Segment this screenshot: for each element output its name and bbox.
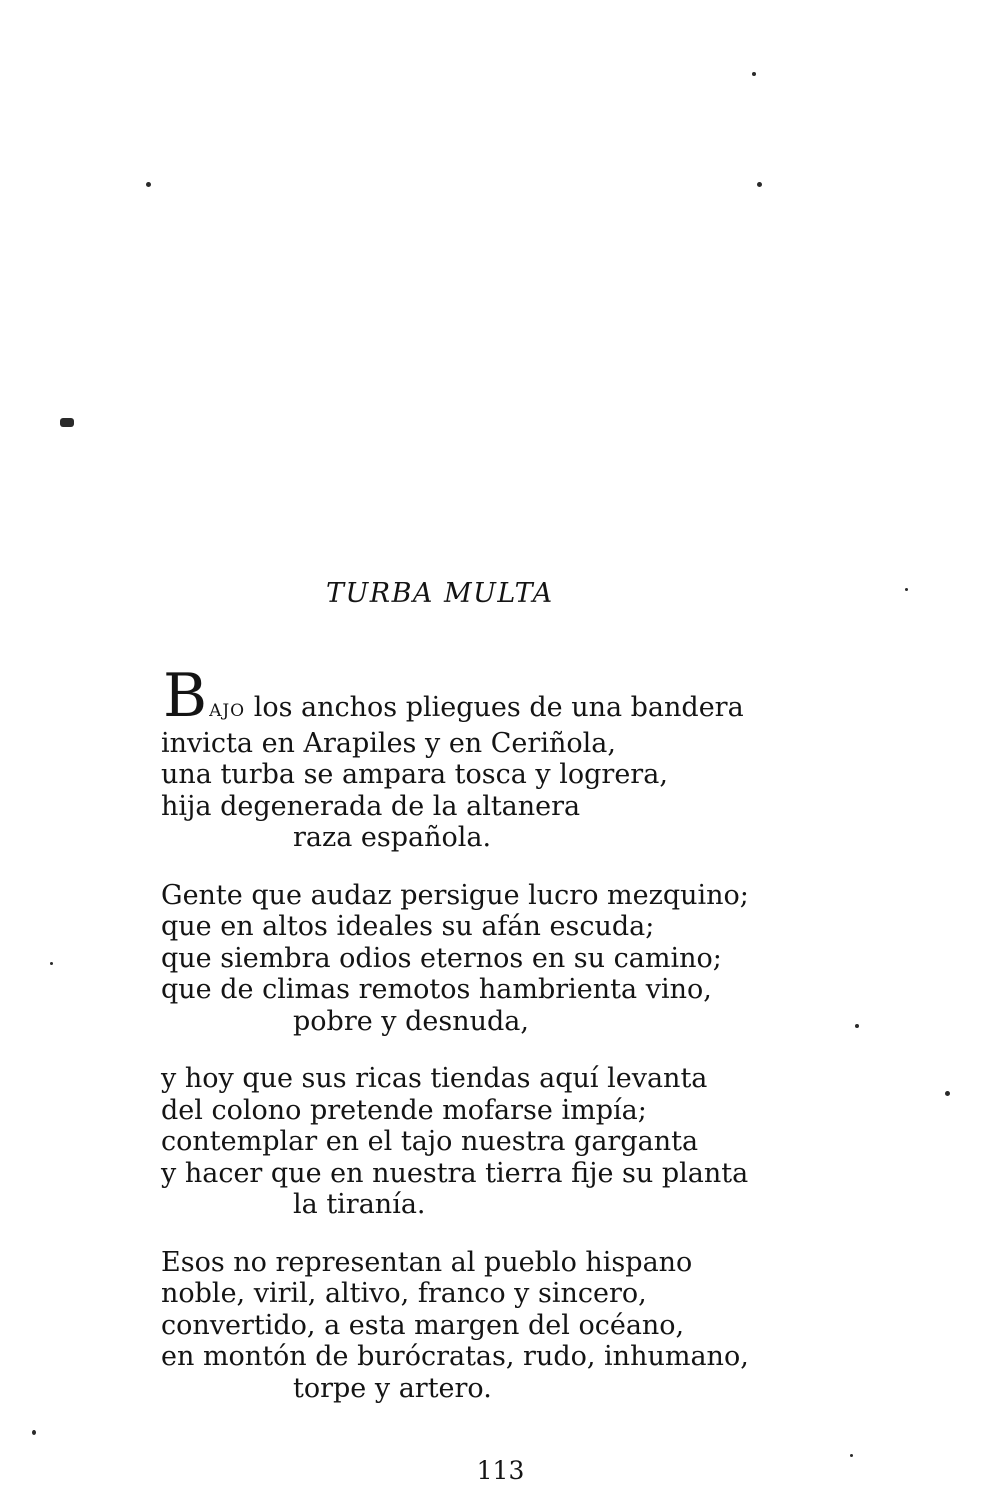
verse-line: que de climas remotos hambrienta vino, bbox=[161, 974, 712, 1005]
stanza-1 bbox=[161, 661, 801, 854]
scan-speck bbox=[905, 588, 908, 591]
stanza-3 bbox=[161, 1063, 801, 1221]
scan-speck bbox=[50, 962, 53, 965]
scan-speck bbox=[146, 182, 151, 187]
verse-line-text: los anchos pliegues de una bandera bbox=[245, 692, 744, 723]
drop-cap: B bbox=[163, 661, 208, 731]
verse-line-short: raza española. bbox=[293, 822, 492, 853]
verse-line: que siembra odios eternos en su camino; bbox=[161, 942, 722, 974]
stanza-2 bbox=[161, 880, 801, 1038]
scan-speck bbox=[855, 1024, 859, 1028]
verse-line: y hacer que en nuestra tierra fije su planta bbox=[161, 1157, 749, 1189]
page-number: 113 bbox=[476, 1456, 525, 1485]
scan-speck bbox=[757, 182, 762, 187]
verse-line-opening bbox=[161, 661, 801, 731]
verse-line: Esos no representan al pueblo hispano bbox=[161, 1246, 693, 1278]
poem-body bbox=[161, 661, 801, 1430]
scan-speck bbox=[752, 72, 756, 76]
verse-line: convertido, a esta margen del océano, bbox=[161, 1309, 685, 1341]
verse-line: noble, viril, altivo, franco y sincero, bbox=[161, 1278, 647, 1309]
verse-line: una turba se ampara tosca y logrera, bbox=[161, 759, 668, 790]
stanza-4 bbox=[161, 1247, 801, 1405]
verse-line: en montón de burócratas, rudo, inhumano, bbox=[161, 1341, 749, 1372]
scan-speck bbox=[945, 1091, 950, 1096]
verse-line-short: la tiranía. bbox=[293, 1189, 426, 1220]
verse-line: del colono pretende mofarse impía; bbox=[161, 1094, 647, 1126]
verse-line: y hoy que sus ricas tiendas aquí levanta bbox=[161, 1063, 708, 1094]
verse-line: hija degenerada de la altanera bbox=[161, 790, 581, 822]
verse-line-short: pobre y desnuda, bbox=[293, 1005, 529, 1037]
verse-line: contemplar en el tajo nuestra garganta bbox=[161, 1126, 699, 1157]
verse-line: Gente que audaz persigue lucro mezquino; bbox=[161, 879, 749, 911]
verse-line: invicta en Arapiles y en Ceriñola, bbox=[161, 727, 616, 759]
small-caps-word: AJO bbox=[209, 701, 246, 721]
poem-title: TURBA MULTA bbox=[326, 578, 554, 609]
verse-line-short: torpe y artero. bbox=[293, 1372, 492, 1404]
verse-line: que en altos ideales su afán escuda; bbox=[161, 911, 655, 942]
scan-speck bbox=[32, 1430, 36, 1435]
scan-speck bbox=[60, 418, 74, 427]
